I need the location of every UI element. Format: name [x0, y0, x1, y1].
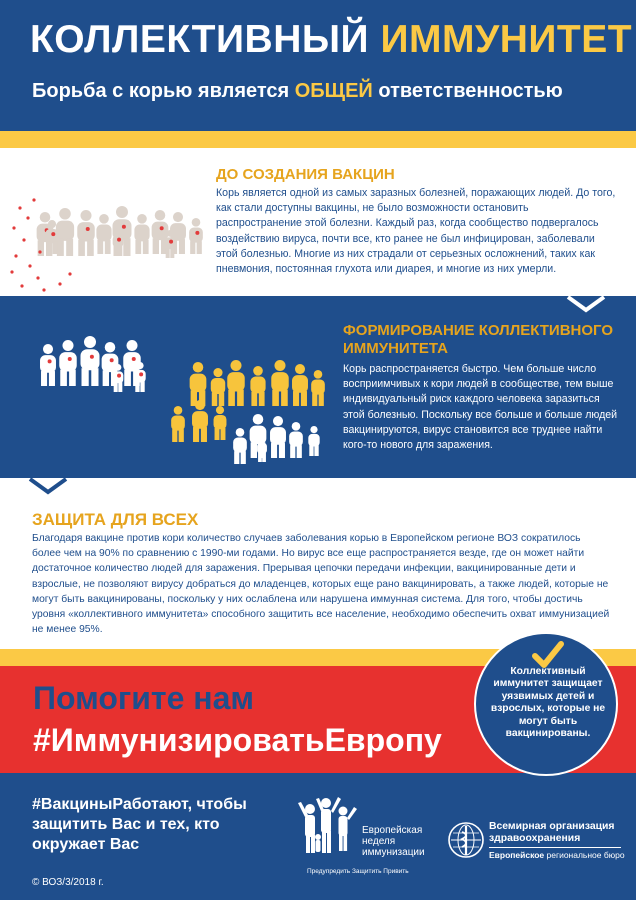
- who-name: [489, 821, 629, 845]
- virus-dot-icon: [68, 272, 71, 275]
- section-before-vaccines: [0, 148, 636, 296]
- people-figure-icon: [40, 344, 56, 386]
- header: [0, 0, 636, 131]
- virus-dot-icon: [160, 226, 164, 230]
- virus-dot-icon: [58, 282, 61, 285]
- chevron-down-icon: [27, 477, 69, 495]
- virus-dot-icon: [10, 270, 13, 273]
- european-immunization-week-logo: [296, 793, 360, 869]
- people-figure-icon: [250, 366, 265, 406]
- who-regional-office: [489, 850, 625, 860]
- callout-text: Коллективный иммунитет защищает уязвимых детей и взрослых, которые не могут быть вакцинированы.: [490, 666, 606, 740]
- banner-line1: Помогите нам: [33, 680, 255, 716]
- section-forming-heading: ФОРМИРОВАНИЕ КОЛЛЕКТИВНОГО ИММУНИТЕТА: [343, 322, 614, 357]
- virus-dot-icon: [110, 358, 114, 362]
- virus-dot-icon: [117, 238, 121, 242]
- section-forming-immunity: [0, 296, 636, 478]
- who-name-line2: здравоохранения: [489, 833, 581, 844]
- section-before-body: Корь является одной из самых заразных болезней, поражающих людей. До того, как стали доступны вакцины, не было возможности остановить распространение этой болезни. Каждый раз, когда сообщество подвергалось воздействию вируса, почти все, кто ранее не был инфицирован, заболевали этой болезнью. Многие из них страдали от серьезных осложнений, таких как пневмония, постоянная глухота или диарея, и многие из них умерли.: [216, 187, 616, 276]
- eiw-title: [362, 825, 425, 858]
- herd-immunity-callout: [474, 632, 618, 776]
- unvaccinated-crowd-illustration: [0, 148, 212, 296]
- virus-dot-icon: [26, 216, 29, 219]
- people-figure-icon: [134, 214, 149, 254]
- virus-dot-icon: [38, 250, 41, 253]
- virus-dot-icon: [14, 254, 17, 257]
- virus-dot-icon: [117, 374, 121, 378]
- people-figure-icon: [192, 400, 208, 442]
- subtitle-highlight: ОБЩЕЙ: [294, 80, 373, 102]
- people-figure-icon: [292, 364, 308, 406]
- eiw-tagline: Предупредить Защитить Привить: [307, 868, 409, 875]
- who-region-rest: региональное бюро: [544, 850, 625, 860]
- virus-dot-icon: [12, 226, 15, 229]
- virus-dot-icon: [139, 372, 143, 376]
- eiw-line3: иммунизации: [362, 847, 425, 858]
- people-figure-icon: [214, 406, 227, 440]
- eiw-line2: неделя: [362, 836, 396, 847]
- people-figure-icon: [59, 340, 76, 386]
- title-part1: КОЛЛЕКТИВНЫЙ: [30, 18, 370, 61]
- eiw-line1: Европейская: [362, 825, 423, 836]
- virus-dot-icon: [90, 355, 94, 359]
- title-part2: ИММУНИТЕТ: [380, 18, 633, 61]
- people-figure-icon: [308, 426, 319, 456]
- virus-dot-icon: [132, 357, 136, 361]
- people-figure-icon: [189, 218, 203, 254]
- virus-dot-icon: [36, 276, 39, 279]
- people-figure-icon: [289, 422, 303, 458]
- people-figure-icon: [271, 360, 288, 406]
- virus-dot-icon: [86, 227, 90, 231]
- partially-vaccinated-crowd-illustration: [0, 296, 340, 478]
- virus-dot-icon: [22, 238, 25, 241]
- people-figure-icon: [81, 336, 100, 386]
- page-title: [30, 18, 632, 62]
- people-figure-icon: [190, 362, 207, 406]
- people-figure-icon: [96, 214, 111, 254]
- who-divider: [489, 847, 621, 848]
- section-before-heading: ДО СОЗДАНИЯ ВАКЦИН: [216, 166, 395, 183]
- people-figure-icon: [233, 428, 247, 464]
- footer: [0, 773, 636, 900]
- virus-dot-icon: [195, 231, 199, 235]
- chevron-down-icon: [565, 295, 607, 313]
- who-region-bold: Европейское: [489, 850, 545, 860]
- people-figure-icon: [171, 406, 185, 442]
- virus-dot-icon: [122, 225, 126, 229]
- virus-dot-icon: [68, 357, 72, 361]
- virus-dot-icon: [20, 284, 23, 287]
- people-figure-icon: [270, 416, 286, 458]
- footer-slogan: #ВакциныРаботают, чтобы защитить Вас и тех, кто окружает Вас: [32, 796, 247, 853]
- yellow-stripe: [0, 131, 636, 148]
- people-figure-icon: [211, 368, 225, 406]
- section-protection-body: Благодаря вакцине против кори количество случаев заболевания корью в Европейском регионе ВОЗ сократилось более чем на 90% по сравнению с 1990-ми годами. Но вирус все еще распространяется везде, где он может найти достаточное количество людей для заражения. Прерывая цепочки передачи инфекции, вакцинированные дети и взрослые, не позволяют вирусу добраться до младенцев, которых еще рано вакцинировать, а также людей, которые не могут быть вакцинированы, поскольку у них ослаблена или нарушена иммунная система. Для того, чтобы достичь уровня «коллективного иммунитета» способного защитить все население, необходимо обеспечить охват иммунизацией не менее 95%.: [32, 533, 610, 636]
- people-figure-icon: [56, 208, 74, 256]
- banner-hashtag: #ИммунизироватьЕвропу: [33, 722, 442, 758]
- section-protection-heading: ЗАЩИТА ДЛЯ ВСЕХ: [32, 510, 199, 529]
- virus-dot-icon: [28, 264, 31, 267]
- virus-dot-icon: [32, 198, 35, 201]
- people-figure-icon: [77, 210, 94, 256]
- section-forming-body: Корь распространяется быстро. Чем больше число восприимчивых к кори людей в сообществе, тем выше индивидуальный риск каждого человека заразиться этой болезнью. Поскольку все больше и больше людей вакцинируются, вирус становится все труднее найти кого-то нового для заражения.: [343, 363, 618, 452]
- page-subtitle: [32, 80, 563, 103]
- virus-dot-icon: [48, 359, 52, 363]
- virus-dot-icon: [51, 232, 55, 236]
- subtitle-part2: ответственностью: [378, 80, 563, 102]
- people-figure-icon: [227, 360, 244, 406]
- section-protection: [0, 478, 636, 648]
- virus-dot-icon: [42, 288, 45, 291]
- copyright: © ВОЗ/3/2018 г.: [32, 877, 104, 888]
- who-emblem-logo: [447, 821, 485, 859]
- who-name-line1: Всемирная организация: [489, 821, 615, 832]
- virus-dot-icon: [18, 206, 21, 209]
- people-figure-icon: [311, 370, 325, 406]
- subtitle-part1: Борьба с корью является: [32, 80, 290, 102]
- virus-dot-icon: [169, 240, 173, 244]
